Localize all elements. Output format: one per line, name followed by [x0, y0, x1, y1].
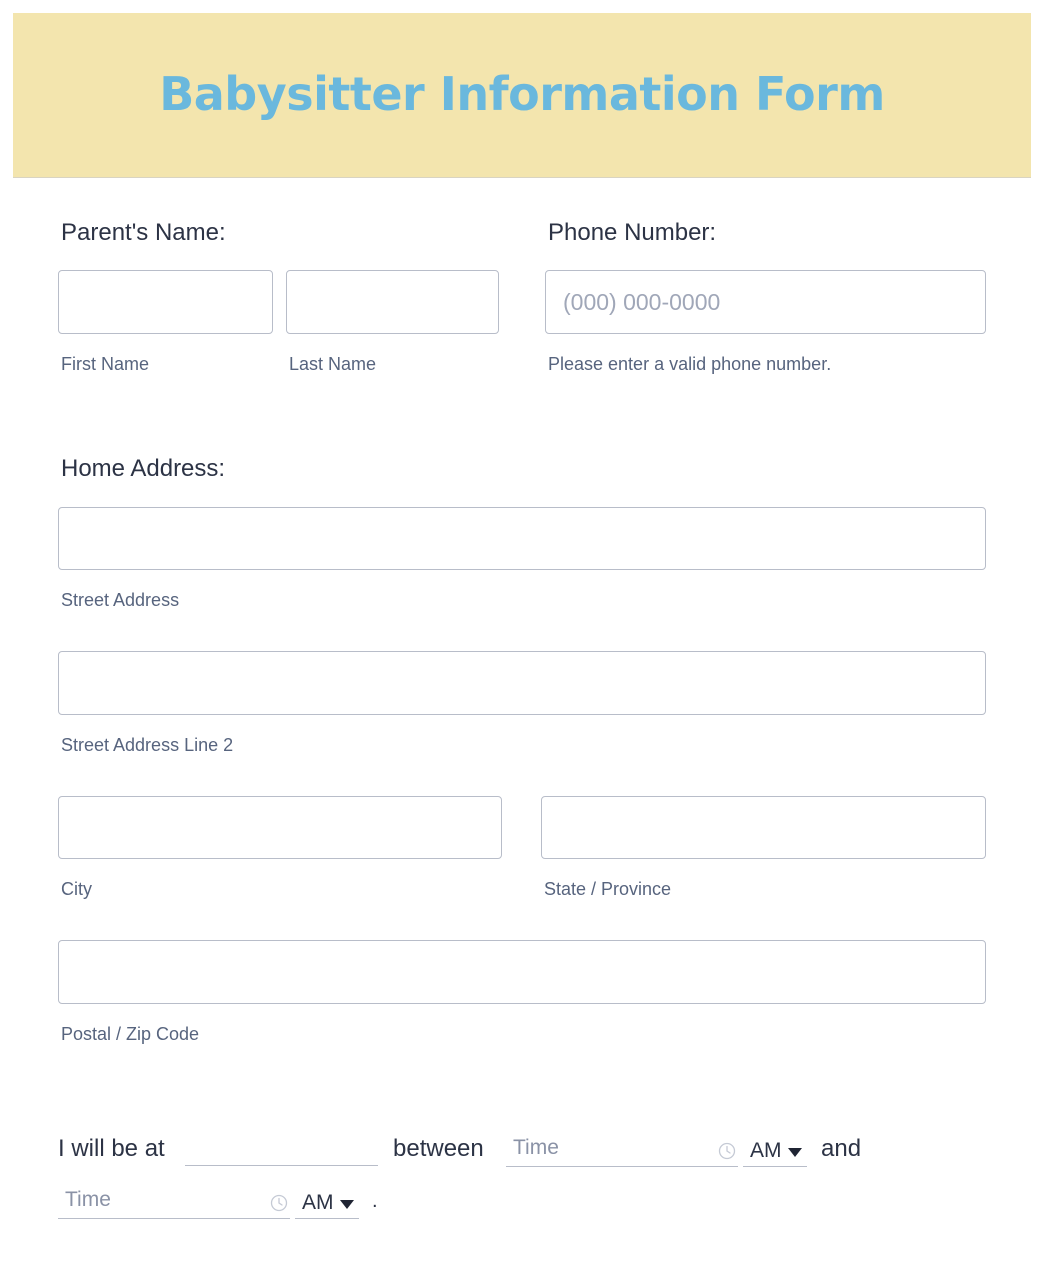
street-address-line2-input[interactable] — [58, 651, 986, 715]
city-sublabel: City — [61, 879, 92, 899]
street-address-sublabel: Street Address — [61, 590, 180, 610]
sentence-part-between: between — [393, 1135, 484, 1162]
clock-icon — [718, 1142, 736, 1160]
sentence-end-period: . — [372, 1190, 378, 1212]
chevron-down-icon — [788, 1148, 802, 1157]
phone-number-sublabel: Please enter a valid phone number. — [548, 354, 832, 374]
phone-number-placeholder: (000) 000-0000 — [563, 288, 721, 315]
end-ampm-select[interactable] — [295, 1185, 359, 1219]
first-name-input[interactable] — [58, 270, 273, 334]
postal-zip-sublabel: Postal / Zip Code — [61, 1024, 200, 1044]
phone-number-label: Phone Number: — [548, 219, 717, 246]
last-name-input[interactable] — [286, 270, 499, 334]
postal-zip-input[interactable] — [58, 940, 986, 1004]
last-name-sublabel: Last Name — [289, 354, 377, 374]
street-address-input[interactable] — [58, 507, 986, 570]
end-time-input[interactable] — [58, 1185, 290, 1219]
location-inline-input[interactable] — [185, 1165, 378, 1166]
end-ampm-value: AM — [302, 1191, 334, 1214]
home-address-label: Home Address: — [61, 455, 226, 482]
end-time-placeholder: Time — [65, 1188, 111, 1211]
chevron-down-icon — [340, 1200, 354, 1209]
clock-icon — [270, 1194, 288, 1212]
city-input[interactable] — [58, 796, 502, 859]
phone-number-input[interactable] — [545, 270, 986, 334]
parent-name-label: Parent's Name: — [61, 219, 226, 246]
state-province-sublabel: State / Province — [544, 879, 672, 899]
start-time-placeholder: Time — [513, 1136, 559, 1159]
start-ampm-select[interactable] — [743, 1133, 807, 1167]
form-title: Babysitter Information Form — [159, 67, 885, 121]
state-province-input[interactable] — [541, 796, 986, 859]
start-time-input[interactable] — [506, 1133, 738, 1167]
form-header — [13, 13, 1031, 178]
start-ampm-value: AM — [750, 1139, 782, 1162]
sentence-part-i-will-be-at: I will be at — [58, 1135, 165, 1162]
first-name-sublabel: First Name — [61, 354, 150, 374]
street-address-line2-sublabel: Street Address Line 2 — [61, 735, 234, 755]
sentence-part-and: and — [821, 1135, 862, 1162]
